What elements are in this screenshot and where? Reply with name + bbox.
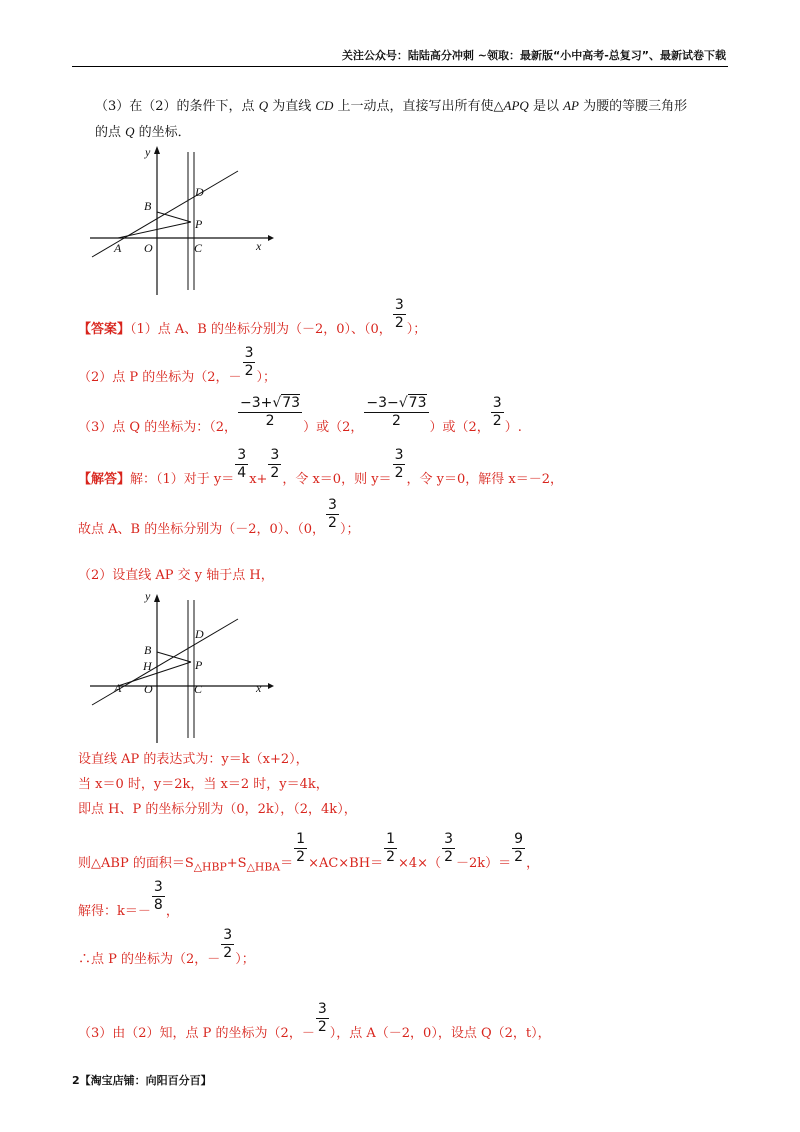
answer-line-2: （2）点 P 的坐标为（2，－ $\frac{3}{2}$ ）； (78, 345, 276, 385)
label-c: C (194, 682, 203, 696)
work-line-5: 解得：k＝－ $\frac{3}{8}$ ， (78, 879, 179, 919)
segment-ap (118, 662, 191, 686)
y-axis-arrow (154, 594, 160, 602)
work-line-2: 当 x＝0 时，y＝2k，当 x＝2 时，y＝4k， (78, 777, 329, 792)
label-x: x (256, 681, 262, 695)
work-line-1: 设直线 AP 的表达式为：y＝k（x+2）， (78, 752, 309, 767)
answer-line-3: （3）点 Q 的坐标为：（2， $\frac{-3+√73}{2}$ ）或（2， $\frac{-3-√73}{2}$ ）或（2， $\frac{3}{2}$ ）. (78, 395, 522, 435)
label-a: A (114, 241, 122, 255)
label-d: D (195, 185, 204, 199)
work-line-4: 则△ABP 的面积$=S_{\triangle HBP}+S_{\triangle HBA}=$ $\frac{1}{2}$ ×AC×BH＝ $\frac{1}{2}$ ×4×（ $\frac{3}{2}$ －2k）＝ $\frac{9}{2}$ ， (78, 831, 540, 874)
segment-bp (157, 652, 191, 662)
work-line-3: 即点 H、P 的坐标分别为（0，2k），（2，4k）， (78, 802, 357, 817)
question-line-1: （3）在（2）的条件下，点 Q 为直线 CD 上一动点，直接写出所有使△APQ 是以 AP 为腰的等腰三角形 (95, 98, 688, 114)
label-p: P (195, 658, 203, 672)
work-line-6: ∴点 P 的坐标为（2，－ $\frac{3}{2}$ ）； (78, 927, 255, 967)
question-line-2: 的点 Q 的坐标． (95, 124, 191, 140)
work-line-7: （3）由（2）知，点 P 的坐标为（2，－ $\frac{3}{2}$ ），点 A（－2，0），设点 Q（2，t）， (78, 1001, 551, 1041)
label-x: x (256, 239, 262, 253)
y-axis-arrow (154, 146, 160, 154)
label-p: P (195, 217, 203, 231)
coordinate-figure-1 (88, 140, 278, 300)
label-b: B (144, 643, 152, 657)
label-y: y (145, 589, 151, 603)
solution-line-1: 【解答】解：（1）对于 y＝ $\frac{3}{4}$ x+ $\frac{3}{2}$ ，令 x＝0，则 y＝ $\frac{3}{2}$ ，令 y＝0，解得 x＝－2， (78, 447, 563, 487)
header-rule (72, 66, 728, 67)
coordinate-figure-2 (88, 588, 278, 748)
page-footer: 2【淘宝店铺：向阳百分百】 (72, 1074, 212, 1087)
label-h: H (143, 659, 152, 673)
label-y: y (145, 145, 151, 159)
x-axis-arrow (268, 235, 274, 241)
answer-line-1: 【答案】（1）点 A、B 的坐标分别为（－2，0）、（0， $\frac{3}{2}$ ）； (78, 297, 427, 337)
label-c: C (194, 241, 203, 255)
label-o: O (144, 241, 153, 255)
solution-line-2: 故点 A、B 的坐标分别为（－2，0）、（0， $\frac{3}{2}$ ）； (78, 497, 360, 537)
x-axis-arrow (268, 683, 274, 689)
label-o: O (144, 682, 153, 696)
solution-line-3: （2）设直线 AP 交 y 轴于点 H， (78, 568, 274, 583)
label-b: B (144, 199, 152, 213)
label-a: A (114, 681, 122, 695)
segment-ap (118, 222, 191, 238)
segment-bp (157, 212, 191, 222)
label-d: D (195, 627, 204, 641)
page-header: 关注公众号：陆陆高分冲刺 ~领取：最新版“小中高考-总复习”、最新试卷下载 (341, 49, 726, 62)
